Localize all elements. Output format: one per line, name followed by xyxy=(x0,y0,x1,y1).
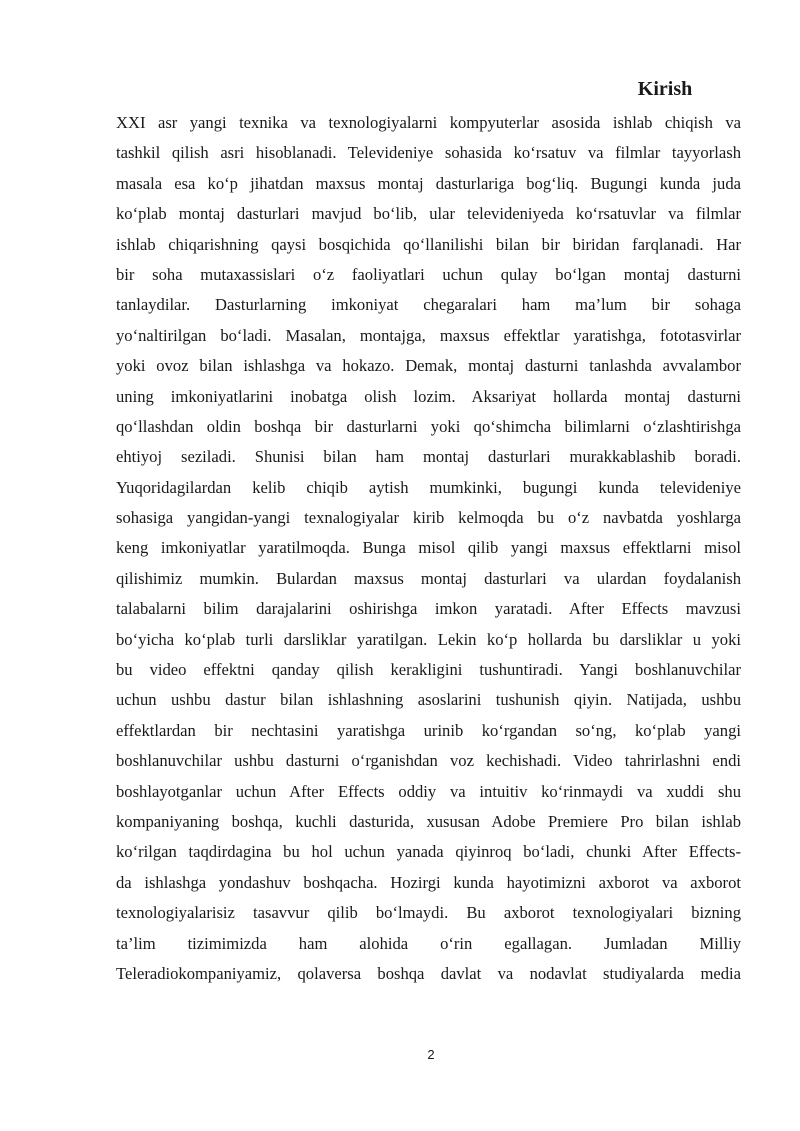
text-line: qo‘llashdan oldin boshqa bir dasturlarni yoki qo‘shimcha bilimlarni o‘zlashtirishga xyxy=(116,416,741,436)
text-line: bir soha mutaxassislari o‘z faoliyatlari uchun qulay bo‘lgan montaj dasturni xyxy=(116,264,741,284)
text-line: kompaniyaning boshqa, kuchli dasturida, xususan Adobe Premiere Pro bilan ishlab xyxy=(116,811,741,831)
text-line: tanlaydilar. Dasturlarning imkoniyat chegaralari ham ma’lum bir sohaga xyxy=(116,295,741,315)
text-line: uchun ushbu dastur bilan ishlashning asoslarini tushunish qiyin. Natijada, ushbu xyxy=(116,690,741,710)
text-line: yoki ovoz bilan ishlashga va hokazo. Demak, montaj dasturni tanlashda avvalambor xyxy=(116,356,741,376)
text-line: da ishlashga yondashuv boshqacha. Hozirgi kunda hayotimizni axborot va axborot xyxy=(116,872,741,892)
text-line: texnologiyalarisiz tasavvur qilib bo‘lmaydi. Bu axborot texnologiyalari bizning xyxy=(116,903,741,923)
text-line: bo‘yicha ko‘plab turli darsliklar yaratilgan. Lekin ko‘p hollarda bu darsliklar u yoki xyxy=(116,629,741,649)
text-line: boshlayotganlar uchun After Effects oddiy va intuitiv ko‘rinmaydi va xuddi shu xyxy=(116,781,741,801)
text-line: uning imkoniyatlarini inobatga olish lozim. Aksariyat hollarda montaj dasturni xyxy=(116,386,741,406)
page-number: 2 xyxy=(427,1047,435,1062)
text-line: boshlanuvchilar ushbu dasturni o‘rganishdan voz kechishadi. Video tahrirlashni endi xyxy=(116,751,741,771)
text-line: ko‘rilgan taqdirdagina bu hol uchun yanada qiyinroq bo‘ladi, chunki After Effects- xyxy=(116,842,741,862)
text-line: masala esa ko‘p jihatdan maxsus montaj dasturlariga bog‘liq. Bugungi kunda juda xyxy=(116,173,741,193)
text-line: keng imkoniyatlar yaratilmoqda. Bunga misol qilib yangi maxsus effektlarni misol xyxy=(116,538,741,558)
text-line: ta’lim tizimimizda ham alohida o‘rin egallagan. Jumladan Milliy xyxy=(116,933,741,953)
body-paragraph xyxy=(116,108,741,989)
section-heading: Kirish xyxy=(637,78,693,100)
text-line: effektlardan bir nechtasini yaratishga urinib ko‘rgandan so‘ng, ko‘plab yangi xyxy=(116,720,741,740)
text-line: Yuqoridagilardan kelib chiqib aytish mumkinki, bugungi kunda televideniye xyxy=(116,477,741,497)
text-line: qilishimiz mumkin. Bulardan maxsus montaj dasturlari va ulardan foydalanish xyxy=(116,568,741,588)
text-line: XXI asr yangi texnika va texnologiyalarni kompyuterlar asosida ishlab chiqish va xyxy=(116,113,741,132)
text-line: Teleradiokompaniyamiz, qolaversa boshqa davlat va nodavlat studiyalarda media xyxy=(116,963,741,983)
text-line: talabalarni bilim darajalarini oshirishga imkon yaratadi. After Effects mavzusi xyxy=(116,599,741,619)
text-line: yo‘naltirilgan bo‘ladi. Masalan, montajga, maxsus effektlar yaratishga, fototasvirlar xyxy=(116,325,741,345)
text-line: ishlab chiqarishning qaysi bosqichida qo‘llanilishi bilan bir biridan farqlanadi. Har xyxy=(116,234,741,254)
text-line: sohasiga yangidan-yangi texnalogiyalar kirib kelmoqda bu o‘z navbatda yoshlarga xyxy=(116,508,741,528)
text-line: bu video effektni qanday qilish kerakligini tushuntiradi. Yangi boshlanuvchilar xyxy=(116,660,741,680)
text-line: ko‘plab montaj dasturlari mavjud bo‘lib, ular televideniyeda ko‘rsatuvlar va filmlar xyxy=(116,204,741,224)
text-line: ehtiyoj seziladi. Shunisi bilan ham montaj dasturlari murakkablashib boradi. xyxy=(116,447,741,467)
text-line: tashkil qilish asri hisoblanadi. Televideniye sohasida ko‘rsatuv va filmlar tayyorlash xyxy=(116,143,741,163)
